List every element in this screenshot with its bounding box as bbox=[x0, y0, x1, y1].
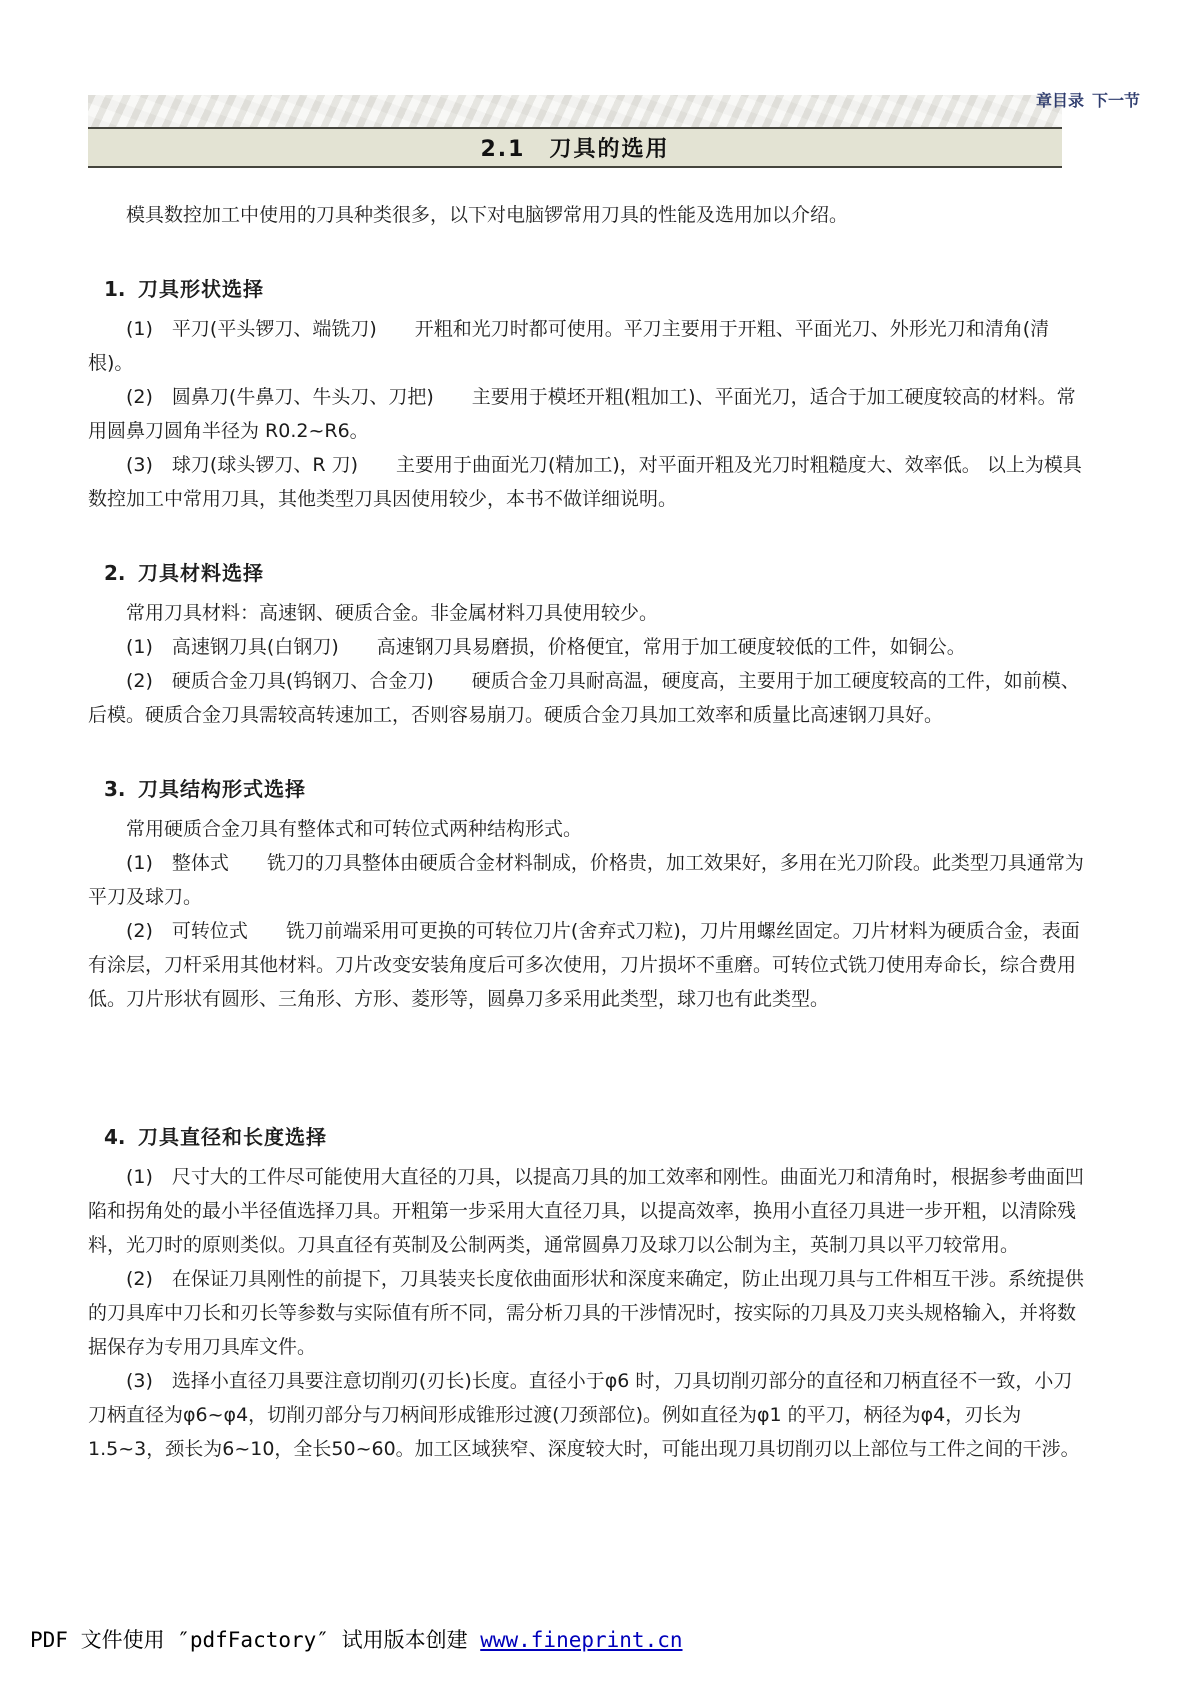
section-title: 刀具形状选择 bbox=[138, 277, 264, 301]
paragraph: (3) 球刀(球头锣刀、R 刀) 主要用于曲面光刀(精加工)，对平面开粗及光刀时粗糙度大、效率低。 以上为模具数控加工中常用刀具，其他类型刀具因使用较少，本书不做详细说明。 bbox=[88, 454, 1082, 510]
section-title-bar bbox=[88, 127, 1062, 168]
section-number: 3. bbox=[104, 777, 126, 801]
paragraph: (2) 圆鼻刀(牛鼻刀、牛头刀、刀把) 主要用于模坯开粗(粗加工)、平面光刀，适合于加工硬度较高的材料。常用圆鼻刀圆角半径为 R0.2~R6。 bbox=[88, 386, 1076, 442]
footer-text: PDF 文件使用 ″pdfFactory″ 试用版本创建 bbox=[30, 1628, 481, 1652]
section-4-heading bbox=[88, 1120, 1088, 1154]
section-title: 刀具直径和长度选择 bbox=[138, 1125, 327, 1149]
next-section-link[interactable]: 下一节 bbox=[1092, 91, 1141, 110]
paragraph: (1) 平刀(平头锣刀、端铣刀) 开粗和光刀时都可使用。平刀主要用于开粗、平面光刀、外形光刀和清角(清根)。 bbox=[88, 318, 1050, 374]
top-nav bbox=[1036, 88, 1186, 111]
paragraph: (2) 可转位式 铣刀前端采用可更换的可转位刀片(舍弃式刀粒)，刀片用螺丝固定。刀片材料为硬质合金，表面有涂层，刀杆采用其他材料。刀片改变安装角度后可多次使用，刀片损坏不重磨。可转位式铣刀使用寿命长，综合费用低。刀片形状有圆形、三角形、方形、菱形等，圆鼻刀多采用此类型，球刀也有此类型。 bbox=[88, 920, 1080, 1010]
paragraph: (1) 尺寸大的工件尽可能使用大直径的刀具，以提高刀具的加工效率和刚性。曲面光刀和清角时，根据参考曲面凹陷和拐角处的最小半径值选择刀具。开粗第一步采用大直径刀具，以提高效率，换用小直径刀具进一步开粗，以清除残料，光刀时的原则类似。刀具直径有英制及公制两类，通常圆鼻刀及球刀以公制为主，英制刀具以平刀较常用。 bbox=[88, 1166, 1084, 1256]
chapter-toc-link[interactable]: 章目录 bbox=[1036, 91, 1085, 110]
page-title: 2.1 刀具的选用 bbox=[480, 137, 670, 162]
paragraph: (1) 高速钢刀具(白钢刀) 高速钢刀具易磨损，价格便宜，常用于加工硬度较低的工件，如铜公。 bbox=[126, 636, 966, 658]
paragraph: 常用硬质合金刀具有整体式和可转位式两种结构形式。 bbox=[126, 818, 583, 840]
header-texture-band bbox=[88, 95, 1062, 127]
section-3-heading bbox=[88, 772, 1088, 806]
paragraph: 常用刀具材料：高速钢、硬质合金。非金属材料刀具使用较少。 bbox=[126, 602, 659, 624]
section-title: 刀具结构形式选择 bbox=[138, 777, 306, 801]
paragraph: (2) 在保证刀具刚性的前提下，刀具装夹长度依曲面形状和深度来确定，防止出现刀具与工件相互干涉。系统提供的刀具库中刀长和刃长等参数与实际值有所不同，需分析刀具的干涉情况时，按实际的刀具及刀夹头规格输入，并将数据保存为专用刀具库文件。 bbox=[88, 1268, 1084, 1358]
section-number: 1. bbox=[104, 277, 126, 301]
section-title: 刀具材料选择 bbox=[138, 561, 264, 585]
paragraph: (2) 硬质合金刀具(钨钢刀、合金刀) 硬质合金刀具耐高温，硬度高，主要用于加工硬度较高的工件，如前模、后模。硬质合金刀具需较高转速加工，否则容易崩刀。硬质合金刀具加工效率和质量比高速钢刀具好。 bbox=[88, 670, 1080, 726]
section-2-heading bbox=[88, 556, 1088, 590]
fineprint-link[interactable]: www.fineprint.cn bbox=[480, 1628, 683, 1652]
document-body bbox=[88, 198, 1088, 1466]
section-number: 4. bbox=[104, 1125, 126, 1149]
pdf-watermark-footer bbox=[30, 1624, 1130, 1654]
paragraph: (1) 整体式 铣刀的刀具整体由硬质合金材料制成，价格贵，加工效果好，多用在光刀阶段。此类型刀具通常为平刀及球刀。 bbox=[88, 852, 1084, 908]
section-1-heading bbox=[88, 272, 1088, 306]
intro-paragraph: 模具数控加工中使用的刀具种类很多，以下对电脑锣常用刀具的性能及选用加以介绍。 bbox=[126, 204, 849, 226]
paragraph: (3) 选择小直径刀具要注意切削刃(刃长)长度。直径小于φ6 时，刀具切削刃部分的直径和刀柄直径不一致，小刀刀柄直径为φ6~φ4，切削刃部分与刀柄间形成锥形过渡(刀颈部位)。例如直径为φ1 的平刀，柄径为φ4，刃长为1.5~3，颈长为6~10，全长50~60。加工区域狭窄、深度较大时，可能出现刀具切削刃以上部位与工件之间的干涉。 bbox=[88, 1370, 1080, 1460]
section-number: 2. bbox=[104, 561, 126, 585]
